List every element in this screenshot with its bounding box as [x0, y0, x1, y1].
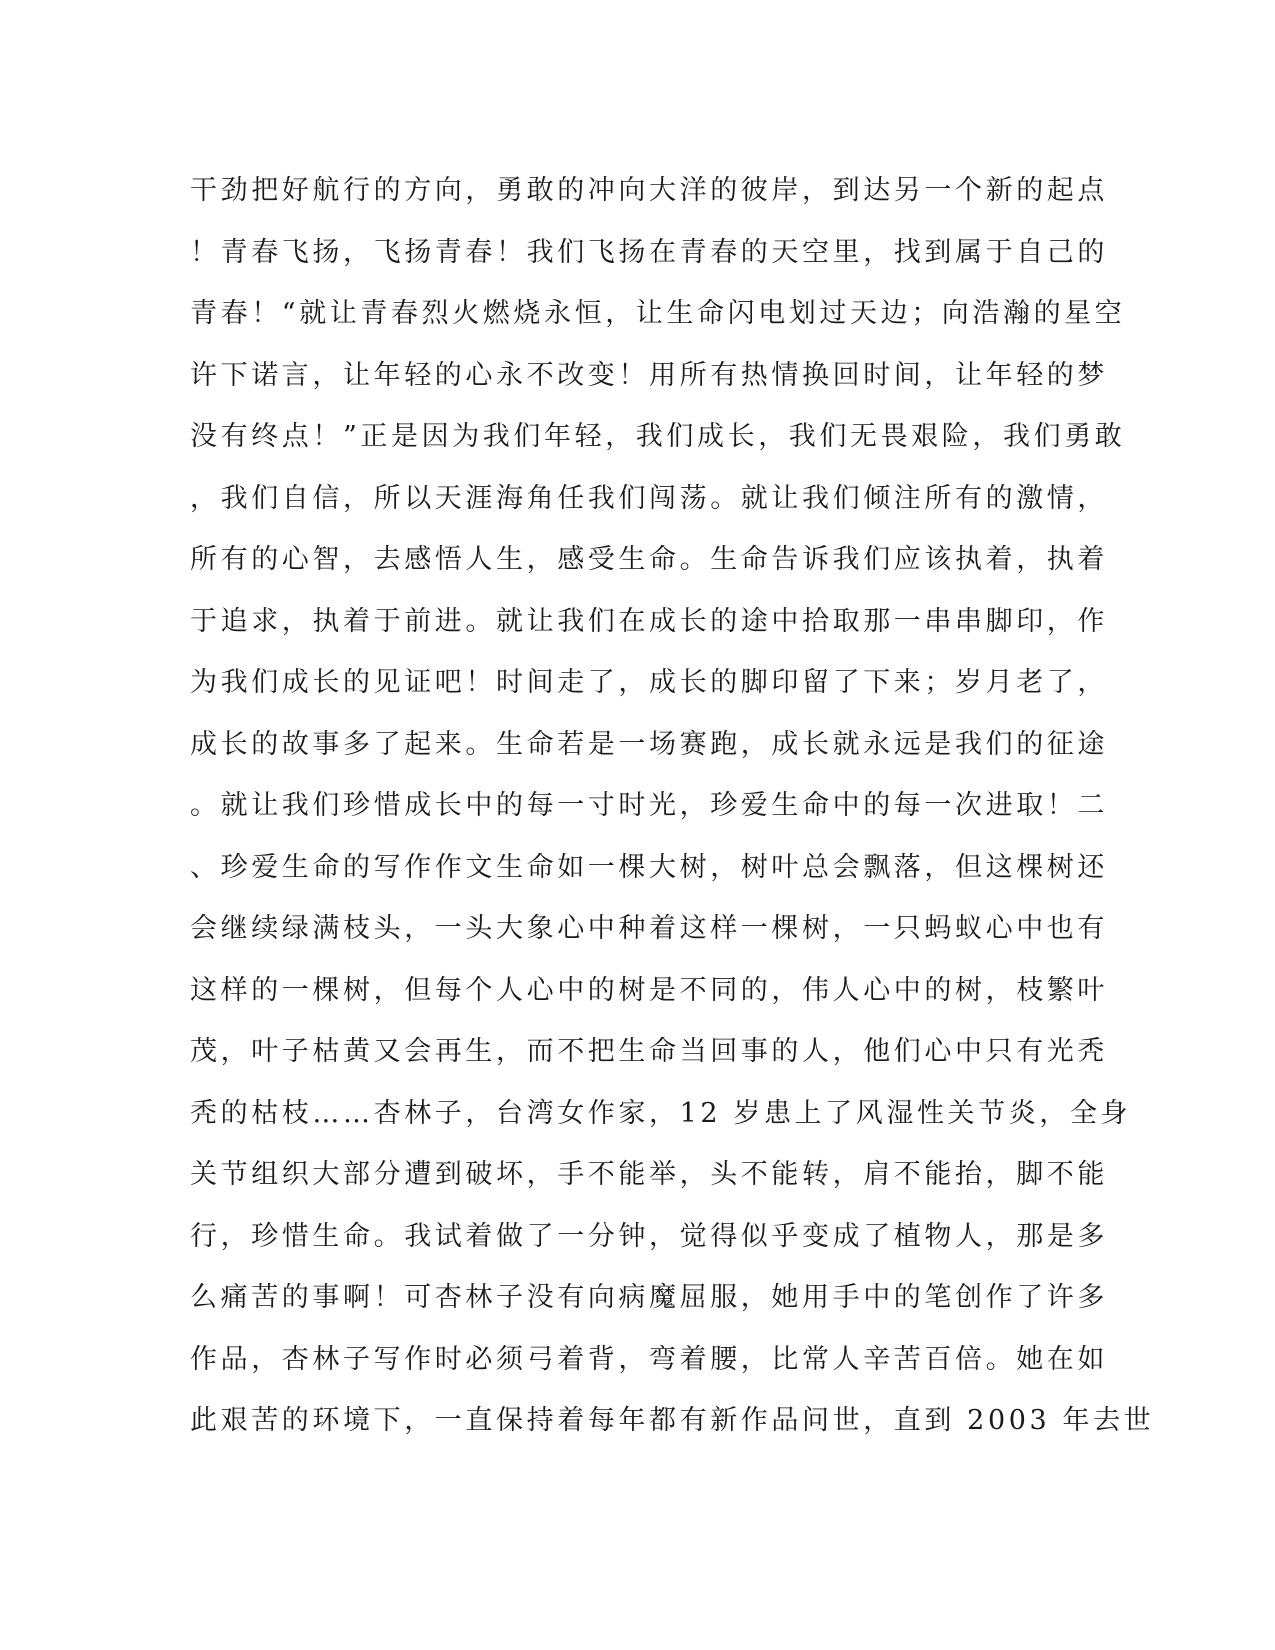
- text-line: 行，珍惜生命。我试着做了一分钟，觉得似乎变成了植物人，那是多: [190, 1220, 1108, 1252]
- text-line: 。就让我们珍惜成长中的每一寸时光，珍爱生命中的每一次进取！二: [190, 790, 1108, 821]
- body-text: [190, 160, 1155, 1452]
- text-line: 么痛苦的事啊！可杏林子没有向病魔屈服，她用手中的笔创作了许多: [190, 1282, 1108, 1313]
- text-line: 关节组织大部分遭到破坏，手不能举，头不能转，肩不能抬，脚不能: [190, 1159, 1108, 1190]
- text-line: 青春！“就让青春烈火燃烧永恒，让生命闪电划过天边；向浩瀚的星空: [190, 298, 1126, 329]
- text-line: 此艰苦的环境下，一直保持着每年都有新作品问世，直到 2003 年去世: [190, 1405, 1155, 1436]
- text-line: 、珍爱生命的写作作文生命如一棵大树，树叶总会飘落，但这棵树还: [190, 851, 1108, 883]
- text-line: 许下诺言，让年轻的心永不改变！用所有热情换回时间，让年轻的梦: [190, 359, 1108, 391]
- text-line: 于追求，执着于前进。就让我们在成长的途中拾取那一串串脚印，作: [190, 605, 1108, 637]
- text-line: 成长的故事多了起来。生命若是一场赛跑，成长就永远是我们的征途: [190, 728, 1108, 760]
- text-line: ，我们自信，所以天涯海角任我们闯荡。就让我们倾注所有的激情，: [190, 482, 1108, 514]
- text-line: 这样的一棵树，但每个人心中的树是不同的，伟人心中的树，枝繁叶: [190, 974, 1108, 1006]
- text-line: 会继续绿满枝头，一头大象心中种着这样一棵树，一只蚂蚁心中也有: [190, 913, 1108, 944]
- text-line: 所有的心智，去感悟人生，感受生命。生命告诉我们应该执着，执着: [190, 544, 1108, 575]
- text-line: 秃的枯枝……杏林子，台湾女作家，12 岁患上了风湿性关节炎，全身: [190, 1097, 1132, 1129]
- text-line: 茂，叶子枯黄又会再生，而不把生命当回事的人，他们心中只有光秃: [190, 1036, 1108, 1067]
- text-line: 作品，杏林子写作时必须弓着背，弯着腰，比常人辛苦百倍。她在如: [190, 1343, 1108, 1375]
- text-line: 干劲把好航行的方向，勇敢的冲向大洋的彼岸，到达另一个新的起点: [190, 175, 1108, 206]
- text-line: 没有终点！”正是因为我们年轻，我们成长，我们无畏艰险，我们勇敢: [190, 421, 1126, 452]
- text-line: ！青春飞扬，飞扬青春！我们飞扬在青春的天空里，找到属于自己的: [190, 236, 1108, 268]
- text-line: 为我们成长的见证吧！时间走了，成长的脚印留了下来；岁月老了，: [190, 667, 1108, 698]
